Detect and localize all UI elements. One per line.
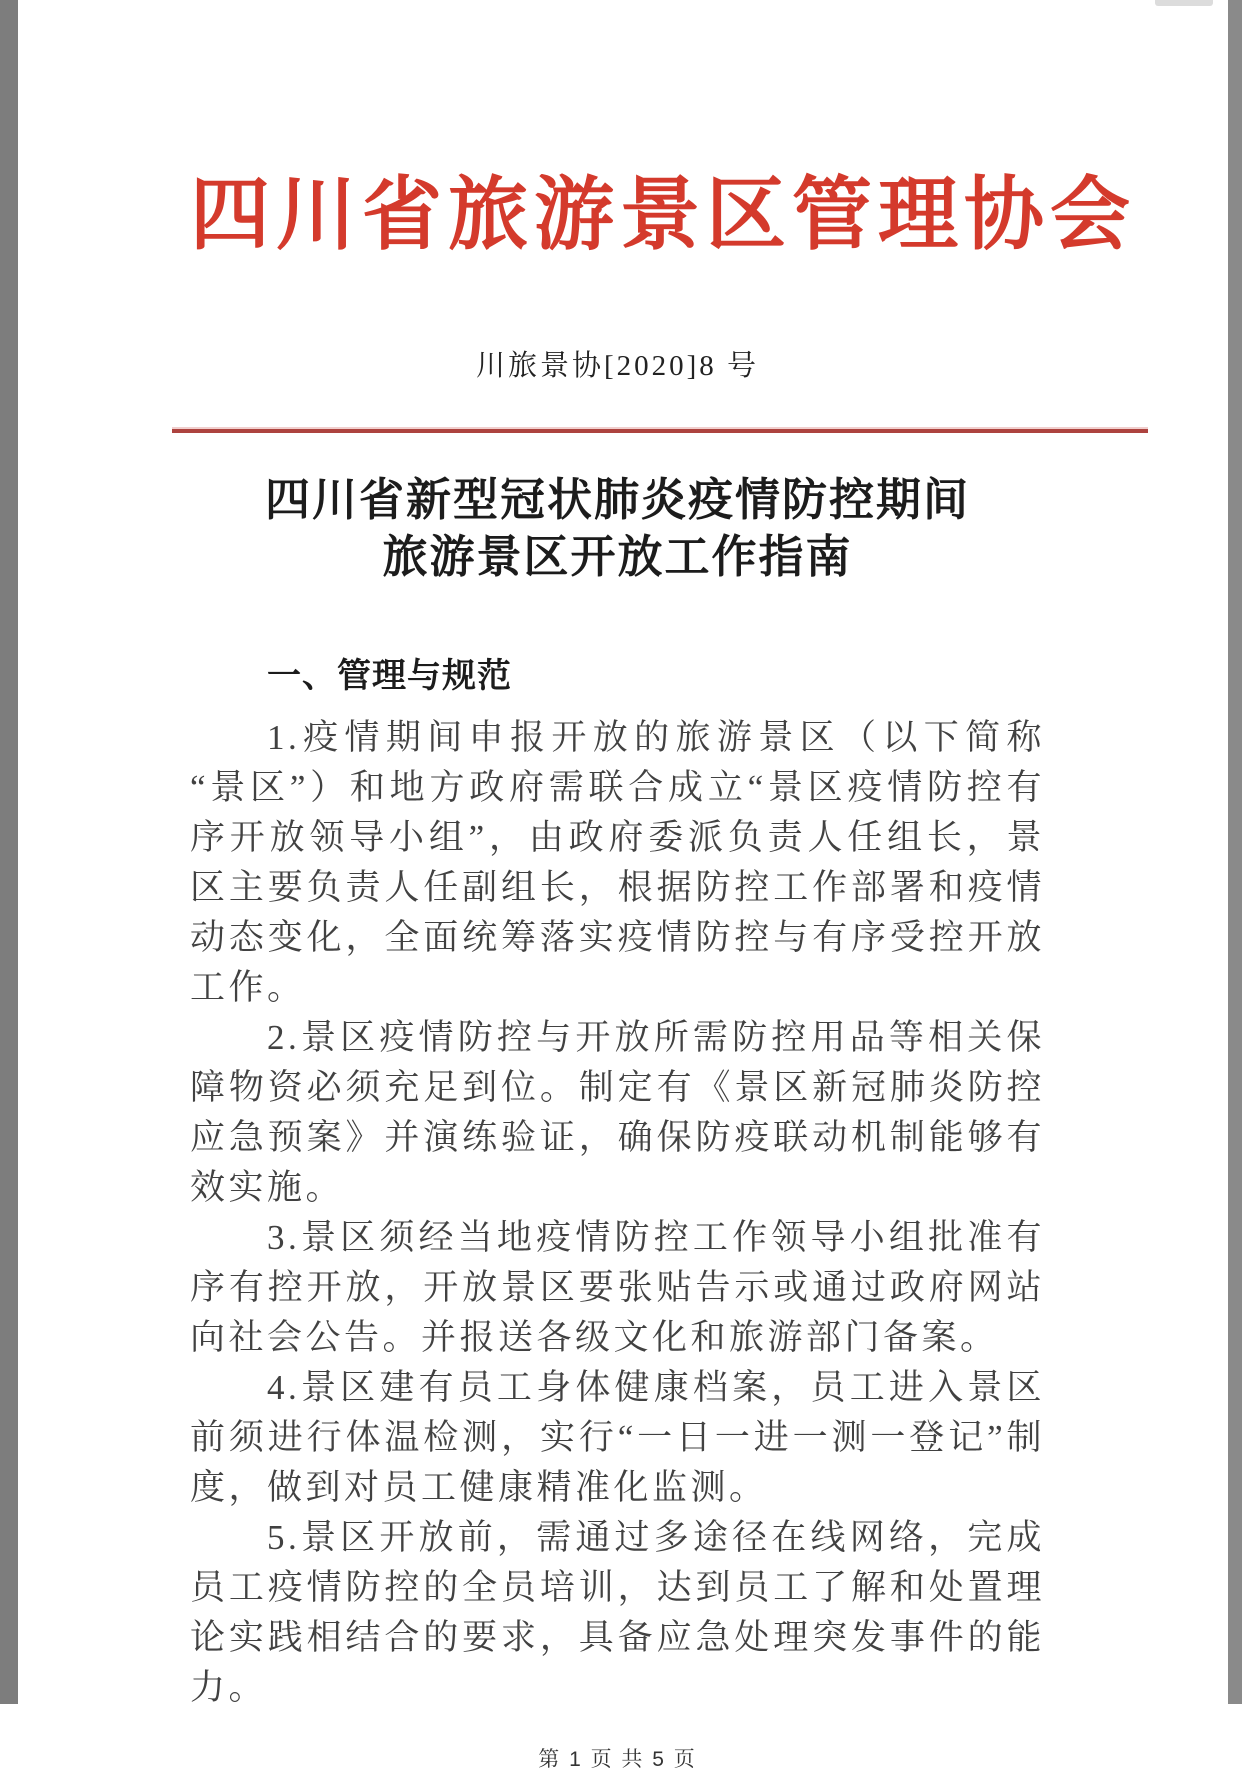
- document-title: [190, 471, 1045, 585]
- viewer-corner-strip: [1155, 0, 1213, 6]
- red-divider-line: [172, 429, 1148, 433]
- document-title-line-1: 四川省新型冠状肺炎疫情防控期间: [264, 474, 970, 525]
- paragraph-4: 4.景区建有员工身体健康档案，员工进入景区前须进行体温检测，实行“一日一进一测一登记”制度，做到对员工健康精准化监测。: [190, 1368, 1045, 1507]
- document-title-line-2: 旅游景区开放工作指南: [382, 531, 853, 582]
- org-title: 四川省旅游景区管理协会: [190, 172, 1136, 260]
- paragraph-1: 1.疫情期间申报开放的旅游景区（以下简称“景区”）和地方政府需联合成立“景区疫情防控有序开放领导小组”，由政府委派负责人任组长，景区主要负责人任副组长，根据防控工作部署和疫情动态变化，全面统筹落实疫情防控与有序受控开放工作。: [190, 718, 1045, 1007]
- section-heading: 一、管理与规范: [267, 657, 512, 695]
- viewer-edge-right: [1228, 0, 1242, 1704]
- paragraph-3: 3.景区须经当地疫情防控工作领导小组批准有序有控开放，开放景区要张贴告示或通过政府网站向社会公告。并报送各级文化和旅游部门备案。: [190, 1218, 1045, 1357]
- document-page: [18, 0, 1228, 1771]
- body-text: [190, 713, 1045, 1713]
- paragraph-2: 2.景区疫情防控与开放所需防控用品等相关保障物资必须充足到位。制定有《景区新冠肺炎防控应急预案》并演练验证，确保防疫联动机制能够有效实施。: [190, 1018, 1045, 1207]
- doc-number: 川旅景协[2020]8 号: [475, 350, 760, 382]
- viewer-edge-left: [0, 0, 18, 1704]
- page-number-footer: 第 1 页 共 5 页: [538, 1748, 697, 1771]
- paragraph-5: 5.景区开放前，需通过多途径在线网络，完成员工疫情防控的全员培训，达到员工了解和处置理论实践相结合的要求，具备应急处理突发事件的能力。: [190, 1518, 1045, 1707]
